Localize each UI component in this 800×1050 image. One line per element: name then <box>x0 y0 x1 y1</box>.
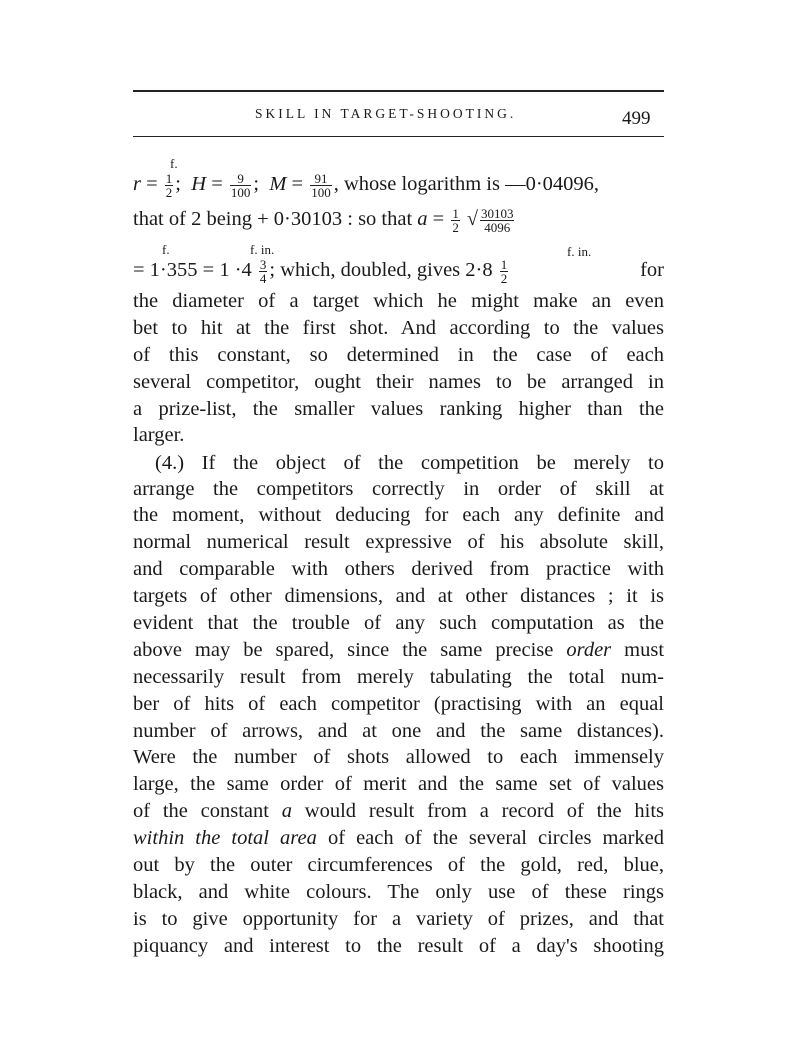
text-line: targets of other dimensions, and at other distances ; it is <box>133 585 664 607</box>
text-line: evident that the trouble of any such computation as the <box>133 612 664 634</box>
unit-label-f: f. <box>170 156 178 171</box>
unit-label-fin-1: f. in. <box>250 242 275 257</box>
unit-label-f-2: f. <box>162 242 170 257</box>
text-line: and comparable with others derived from practice with <box>133 558 664 580</box>
text-line: above may be spared, since the same precise order must <box>133 639 665 661</box>
fraction-root: $\frac{30103}{4096}$ <box>480 206 514 235</box>
fraction-half-3: $\frac{1}{2}$ <box>500 257 508 286</box>
text-line: Were the number of shots allowed to each immensely <box>133 746 664 768</box>
text-line: large, the same order of merit and the same set of values <box>133 773 664 795</box>
text-line: the diameter of a target which he might make an even <box>133 290 664 312</box>
text-line: piquancy and interest to the result of a day's shooting <box>133 935 664 957</box>
formula-line-2: that of 2 being + 0·30103 : so that a = $\frac{1}{2}$ √ $\frac{30103}{4096}$ <box>133 206 514 235</box>
text-line: out by the outer circumferences of the gold, red, blue, <box>133 854 664 876</box>
running-title: SKILL IN TARGET-SHOOTING. <box>255 106 517 121</box>
text-line: the moment, without deducing for each any definite and <box>133 504 664 526</box>
text-line: arrange the competitors correctly in order of skill at <box>133 478 664 500</box>
text-line: a prize-list, the smaller values ranking higher than the <box>133 398 664 420</box>
text-line: (4.) If the object of the competition be merely to <box>155 452 664 474</box>
equals: = <box>146 173 158 196</box>
text-line: black, and white colours. The only use of these rings <box>133 881 664 903</box>
text-line: within the total area of each of the several circles marked <box>133 827 665 849</box>
fraction-m: $\frac{91}{100}$ <box>311 171 331 200</box>
formula-line-3: = 1·355 = 1 ·4 $\frac{3}{4}$ ; which, doubled, gives 2·8 $\frac{1}{2}$ for <box>133 257 664 286</box>
italic-order: order <box>566 639 612 661</box>
italic-a: a <box>281 800 293 822</box>
var-M: M <box>269 173 287 196</box>
text-line: larger. <box>133 424 185 446</box>
unit-label-fin-2: f. in. <box>567 244 592 259</box>
text-line: bet to hit at the first shot. And according to the values <box>133 317 664 339</box>
var-H: H <box>191 173 207 196</box>
fraction-half: $\frac{1}{2}$ <box>165 171 173 200</box>
fraction-h: $\frac{9}{100}$ <box>230 171 251 200</box>
text-line: of the constant a would result from a record of the hits <box>133 800 665 822</box>
text-line: number of arrows, and at one and the same distances). <box>133 720 664 742</box>
fraction-three-quarters: $\frac{3}{4}$ <box>259 257 267 286</box>
var-a: a <box>417 208 428 231</box>
text-line: of this constant, so determined in the case of each <box>133 344 664 366</box>
sqrt-icon: √ <box>466 208 478 231</box>
fraction-half-2: $\frac{1}{2}$ <box>452 206 459 235</box>
italic-within-area: within the total area <box>133 827 317 849</box>
text-line: necessarily result from merely tabulating the total num- <box>133 666 664 688</box>
text-line: several competitor, ought their names to be arranged in <box>133 371 664 393</box>
text-line: ber of hits of each competitor (practising with an equal <box>133 693 664 715</box>
page-number: 499 <box>622 108 651 129</box>
formula-line-1: r = $\frac{1}{2}$ ; H = $\frac{9}{100}$ ; M = $\frac{91}{100}$ , whose logarithm is —0·04096, <box>133 171 600 200</box>
var-r: r <box>133 173 141 196</box>
header-rule-bottom <box>133 136 664 137</box>
formula-tail: , whose logarithm is —0·04096, <box>333 173 600 196</box>
header-rule-top <box>133 90 664 92</box>
text-line: is to give opportunity for a variety of prizes, and that <box>133 908 664 930</box>
text-line: normal numerical result expressive of his absolute skill, <box>133 531 664 553</box>
